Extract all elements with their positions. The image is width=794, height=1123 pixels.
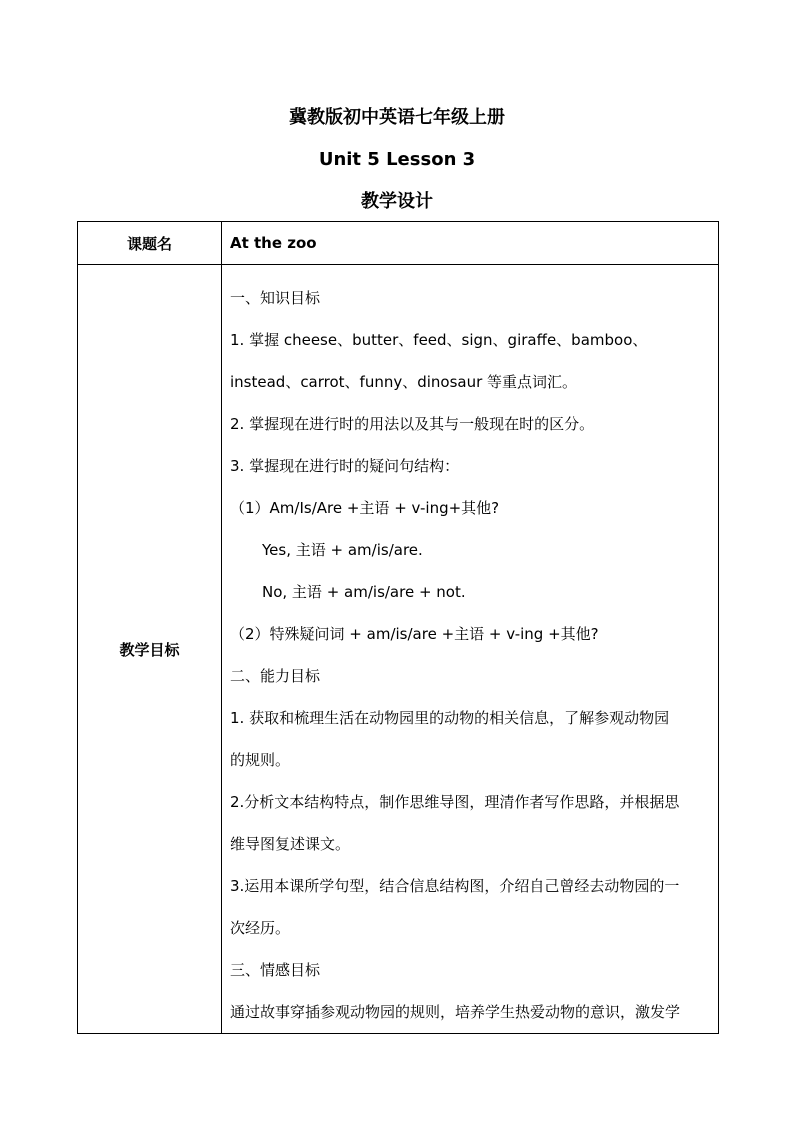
objective-line: 次经历。 — [230, 919, 291, 937]
document-subtitle: Unit 5 Lesson 3 — [318, 149, 476, 170]
objective-line: 的规则。 — [230, 751, 291, 769]
objective-line: 2. 掌握现在进行时的用法以及其与一般现在时的区分。 — [230, 415, 595, 433]
objective-line: 1. 获取和梳理生活在动物园里的动物的相关信息，了解参观动物园 — [230, 709, 670, 727]
topic-label-cell: 课题名 — [78, 222, 222, 265]
section-heading: 三、情感目标 — [230, 961, 321, 979]
objective-line: 通过故事穿插参观动物园的规则，培养学生热爱动物的意识，激发学 — [230, 1003, 681, 1021]
topic-value-cell: At the zoo — [222, 222, 719, 265]
grammar-answer-line: No, 主语 + am/is/are + not. — [262, 583, 466, 601]
document-title: 冀教版初中英语七年级上册 — [289, 107, 505, 128]
objectives-label-cell: 教学目标 — [78, 265, 222, 1034]
section-heading: 一、知识目标 — [230, 289, 321, 307]
objective-line: 2.分析文本结构特点，制作思维导图，理清作者写作思路，并根据思 — [230, 793, 680, 811]
section-heading: 二、能力目标 — [230, 667, 321, 685]
objective-line: instead、carrot、funny、dinosaur 等重点词汇。 — [230, 373, 578, 391]
grammar-pattern-line: （1）Am/Is/Are +主语 + v-ing+其他? — [230, 499, 500, 517]
document-type-heading: 教学设计 — [361, 191, 433, 212]
table-row — [78, 265, 719, 1034]
objective-line: 3. 掌握现在进行时的疑问句结构： — [230, 457, 460, 475]
grammar-answer-line: Yes, 主语 + am/is/are. — [262, 541, 423, 559]
objective-line: 3.运用本课所学句型，结合信息结构图，介绍自己曾经去动物园的一 — [230, 877, 680, 895]
objective-line: 1. 掌握 cheese、butter、feed、sign、giraffe、bamboo、 — [230, 331, 648, 349]
table-row — [78, 222, 719, 265]
grammar-pattern-line: （2）特殊疑问词 + am/is/are +主语 + v-ing +其他? — [230, 625, 599, 643]
objectives-content-cell — [222, 265, 719, 1034]
lesson-plan-table — [77, 221, 719, 1034]
objective-line: 维导图复述课文。 — [230, 835, 351, 853]
